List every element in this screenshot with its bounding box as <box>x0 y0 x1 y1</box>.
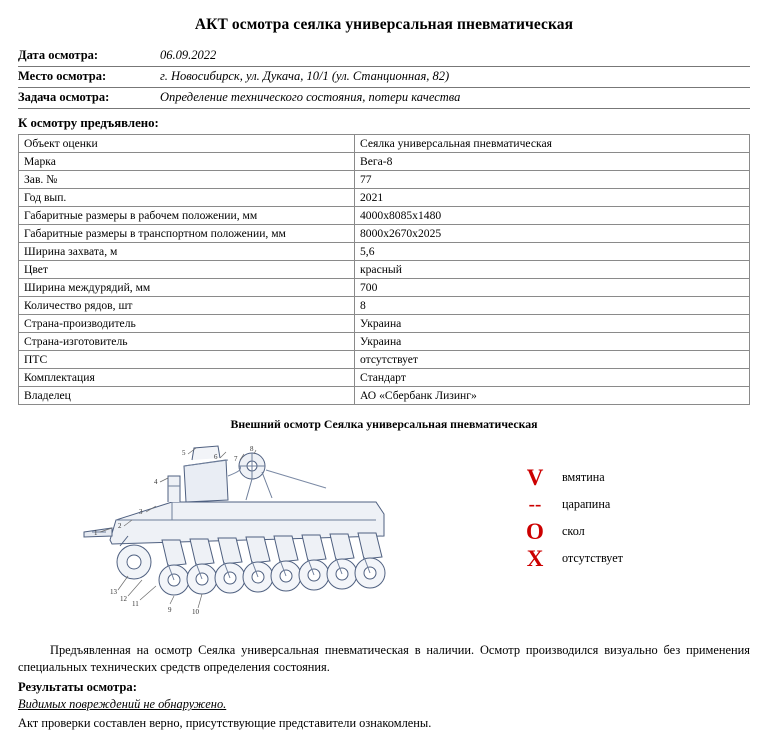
legend-label: отсутствует <box>562 551 623 565</box>
table-row <box>18 88 750 109</box>
spec-value: красный <box>355 261 750 279</box>
callout-5: 5 <box>182 449 186 457</box>
conclusion-paragraph <box>18 642 750 675</box>
meta-label: Дата осмотра: <box>18 48 99 62</box>
meta-label: Задача осмотра: <box>18 90 110 104</box>
legend-label: царапина <box>562 497 611 511</box>
legend-item <box>522 518 623 545</box>
conclusion-text: Предъявленная на осмотр Сеялка универсальная пневматическая в наличии. Осмотр производился визуально без применения специальных технических средств определения состояния. <box>18 643 750 674</box>
spec-value: Стандарт <box>355 369 750 387</box>
callout-9: 9 <box>168 606 172 614</box>
table-row <box>19 189 750 207</box>
spec-value: 8 <box>355 297 750 315</box>
damage-legend <box>522 464 623 572</box>
callout-8: 8 <box>250 445 254 453</box>
meta-label: Место осмотра: <box>18 69 107 83</box>
callout-13: 13 <box>110 588 117 596</box>
spec-key: ПТС <box>19 351 355 369</box>
table-row <box>18 46 750 67</box>
table-row <box>19 387 750 405</box>
spec-key: Объект оценки <box>19 135 355 153</box>
spec-key: Страна-изготовитель <box>19 333 355 351</box>
scratch-symbol-icon: -- <box>528 494 542 515</box>
legend-item <box>522 464 623 491</box>
spec-value: 5,6 <box>355 243 750 261</box>
chip-symbol-icon: O <box>526 519 544 544</box>
spec-heading: К осмотру предъявлено: <box>18 116 159 130</box>
spec-key: Ширина захвата, м <box>19 243 355 261</box>
spec-value: 8000х2670х2025 <box>355 225 750 243</box>
closing-statement: Акт проверки составлен верно, присутствующие представители ознакомлены. <box>18 716 432 730</box>
table-row <box>19 351 750 369</box>
callout-11: 11 <box>132 600 139 608</box>
spec-key: Страна-производитель <box>19 315 355 333</box>
callout-1: 1 <box>94 529 98 537</box>
meta-value: г. Новосибирск, ул. Дукача, 10/1 (ул. Станционная, 82) <box>160 69 450 83</box>
page-title: АКТ осмотра сеялка универсальная пневматическая <box>194 16 574 33</box>
table-row <box>19 243 750 261</box>
results-value: Видимых повреждений не обнаружено. <box>18 697 227 711</box>
table-row <box>19 333 750 351</box>
spec-table <box>18 134 750 405</box>
legend-item <box>522 545 623 572</box>
results-heading: Результаты осмотра: <box>18 680 137 694</box>
table-row <box>19 171 750 189</box>
spec-value: 700 <box>355 279 750 297</box>
table-row <box>19 315 750 333</box>
spec-value: 4000х8085х1480 <box>355 207 750 225</box>
callout-6: 6 <box>214 453 218 461</box>
table-row <box>19 297 750 315</box>
spec-key: Владелец <box>19 387 355 405</box>
legend-label: вмятина <box>562 470 605 484</box>
meta-value: 06.09.2022 <box>160 48 217 62</box>
table-row <box>19 153 750 171</box>
spec-value: отсутствует <box>355 351 750 369</box>
spec-key: Комплектация <box>19 369 355 387</box>
meta-value: Определение технического состояния, потери качества <box>160 90 461 104</box>
spec-key: Зав. № <box>19 171 355 189</box>
table-row <box>19 225 750 243</box>
seeder-drawing-svg <box>76 436 416 626</box>
spec-value: Вега-8 <box>355 153 750 171</box>
spec-value: Украина <box>355 315 750 333</box>
legend-item <box>522 491 623 518</box>
spec-key: Количество рядов, шт <box>19 297 355 315</box>
spec-key: Ширина междурядий, мм <box>19 279 355 297</box>
table-row <box>19 135 750 153</box>
dent-symbol-icon: V <box>526 465 544 490</box>
spec-value: АО «Сбербанк Лизинг» <box>355 387 750 405</box>
table-row <box>19 369 750 387</box>
spec-value: 77 <box>355 171 750 189</box>
spec-key: Габаритные размеры в рабочем положении, мм <box>19 207 355 225</box>
spec-key: Цвет <box>19 261 355 279</box>
spec-key: Марка <box>19 153 355 171</box>
callout-10: 10 <box>192 608 199 616</box>
figure-row <box>18 436 750 632</box>
spec-key: Габаритные размеры в транспортном положении, мм <box>19 225 355 243</box>
spec-key: Год вып. <box>19 189 355 207</box>
callout-4: 4 <box>154 478 158 486</box>
table-row <box>18 67 750 88</box>
spec-value: Украина <box>355 333 750 351</box>
meta-table <box>18 46 750 109</box>
spec-value: Сеялка универсальная пневматическая <box>355 135 750 153</box>
callout-2: 2 <box>118 522 122 530</box>
legend-label: скол <box>562 524 585 538</box>
spec-value: 2021 <box>355 189 750 207</box>
table-row <box>19 279 750 297</box>
callout-12: 12 <box>120 595 127 603</box>
figure-caption: Внешний осмотр Сеялка универсальная пневматическая <box>230 417 538 431</box>
table-row <box>19 207 750 225</box>
callout-7: 7 <box>234 455 238 463</box>
table-row <box>19 261 750 279</box>
callout-3: 3 <box>139 508 143 516</box>
missing-symbol-icon: X <box>526 546 544 571</box>
seeder-technical-drawing <box>76 436 416 626</box>
